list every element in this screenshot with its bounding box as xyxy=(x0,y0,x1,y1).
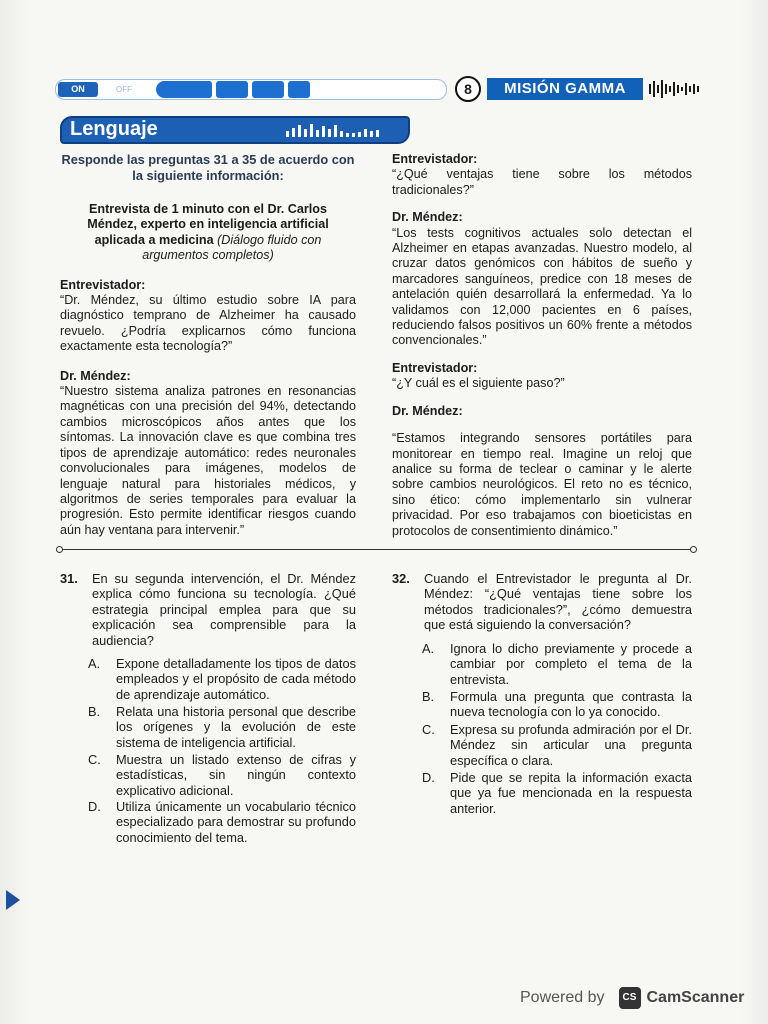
equalizer-icon xyxy=(286,123,402,137)
divider-end-dot xyxy=(690,546,697,553)
option-letter: B. xyxy=(88,704,101,719)
question-number: 31. xyxy=(60,571,78,586)
powered-by-text: Powered by xyxy=(520,989,605,1006)
section-banner xyxy=(60,116,410,144)
option-text: Formula una pregunta que contrasta la nueva tecnología con lo ya conocido. xyxy=(450,689,692,720)
option-letter: D. xyxy=(422,770,435,785)
option-text: Relata una historia personal que describe los orígenes y la evolución de este sistema de inteligencia artificial. xyxy=(116,704,356,750)
option-text: Expresa su profunda admiración por el Dr. Méndez sin articular una pregunta específica o clara. xyxy=(450,722,692,768)
speaker-label: Entrevistador: xyxy=(392,152,478,166)
page-corner-marker-icon xyxy=(6,890,20,910)
option-text: Ignora lo dicho previamente y procede a cambiar por completo el tema de la entrevista. xyxy=(450,641,692,687)
option-text: Muestra un listado extenso de cifras y estadísticas, sin ningún contexto explicativo adicional. xyxy=(116,752,356,798)
speaker-label: Entrevistador: xyxy=(392,360,478,375)
section-divider xyxy=(58,549,694,550)
instruction: Responde las preguntas 31 a 35 de acuerdo con la siguiente información: xyxy=(61,152,355,183)
option-letter: C. xyxy=(88,752,101,767)
dialogue-text: “Estamos integrando sensores portátiles para monitorear en tiempo real. Imagine un reloj que analice su forma de teclear o caminar y le alerte sobre cambios neurológicos. El reto no es técnico, sino ético: cómo implementarlo sin vulnerar privacidad. Por eso trabajamos con bioeticistas en protocolos de consentimiento dinámico.” xyxy=(392,431,692,538)
page-header xyxy=(55,76,715,102)
off-indicator: OFF xyxy=(116,85,132,94)
dialogue-text: “¿Y cuál es el siguiente paso?” xyxy=(392,376,565,391)
scanner-watermark xyxy=(520,985,744,1011)
camscanner-logo-icon: CS xyxy=(619,987,641,1009)
on-indicator: ON xyxy=(58,82,98,97)
progress-segment xyxy=(252,81,284,98)
progress-segment xyxy=(288,81,310,98)
speaker-label: Dr. Méndez: xyxy=(60,368,131,383)
section-title: Lenguaje xyxy=(70,118,158,140)
question-text: En su segunda intervención, el Dr. Méndez explica cómo funciona su tecnología. ¿Qué estrategia principal emplea para que su explicación sea comprensible para la audiencia? xyxy=(92,571,356,648)
option-letter: A. xyxy=(422,641,435,656)
option-letter: C. xyxy=(422,722,435,737)
soundwave-icon xyxy=(649,78,705,100)
dialogue-text: “Nuestro sistema analiza patrones en resonancias magnéticas con una precisión del 94%, detectando cambios microscópicos años antes que los síntomas. La innovación clave es que combina tres tipos de aprendizaje automático: redes neuronales convolucionales para imágenes, modelos de lenguaje natural para historiales médicos, y algoritmos de series temporales para evaluar la progresión. Esto permite identificar riesgos cuando aún hay ventana para intervenir.” xyxy=(60,384,356,537)
progress-bar xyxy=(55,79,447,100)
option-text: Utiliza únicamente un vocabulario técnico especializado para demostrar su profundo conocimiento del tema. xyxy=(116,799,356,845)
reading-left-column xyxy=(60,152,356,538)
dialogue-text: “Dr. Méndez, su último estudio sobre IA para diagnóstico temprano de Alzheimer ha causado revuelo. ¿Podría explicarnos cómo funciona exactamente esta tecnología?” xyxy=(60,293,356,354)
divider-end-dot xyxy=(56,546,63,553)
dialogue-text: “¿Qué ventajas tiene sobre los métodos tradicionales?” xyxy=(392,167,692,197)
speaker-label: Dr. Méndez: xyxy=(392,403,463,418)
progress-segment xyxy=(156,81,212,98)
reading-right-column xyxy=(392,152,692,539)
option-letter: D. xyxy=(88,799,101,814)
option-text: Pide que se repita la información exacta que ya fue mencionada en la respuesta anterior. xyxy=(450,770,692,816)
option-letter: B. xyxy=(422,689,435,704)
question-number: 32. xyxy=(392,571,410,586)
option-text: Expone detalladamente los tipos de datos empleados y el propósito de cada método de aprendizaje automático. xyxy=(116,656,356,702)
interview-title xyxy=(70,202,346,264)
question-text: Cuando el Entrevistador le pregunta al Dr. Méndez: “¿Qué ventajas tiene sobre los métodos tradicionales?”, ¿cómo demuestra que está siguiendo la conversación? xyxy=(424,571,692,633)
camscanner-brand: CamScanner xyxy=(646,989,745,1006)
interview-title-main: Entrevista de 1 minuto con el Dr. Carlos Méndez, experto en inteligencia artificial aplicada a medicina xyxy=(87,202,329,247)
speaker-label: Entrevistador: xyxy=(60,277,146,292)
interview-title-note: (Diálogo fluido con argumentos completos) xyxy=(142,232,322,263)
option-letter: A. xyxy=(88,656,101,671)
booklet-number: 8 xyxy=(455,76,481,102)
program-title: MISIÓN GAMMA xyxy=(487,78,643,100)
progress-segment xyxy=(216,81,248,98)
dialogue-text: “Los tests cognitivos actuales solo detectan el Alzheimer en etapas avanzadas. Nuestro modelo, al cruzar datos genómicos con hábitos de sueño y marcadores sanguíneos, predice con 18 meses de antelación quién desarrollará la enfermedad. Ya lo validamos con 12,000 pacientes en 6 países, reduciendo falsos positivos un 60% frente a métodos convencionales.” xyxy=(392,225,692,348)
speaker-label: Dr. Méndez: xyxy=(392,210,463,225)
